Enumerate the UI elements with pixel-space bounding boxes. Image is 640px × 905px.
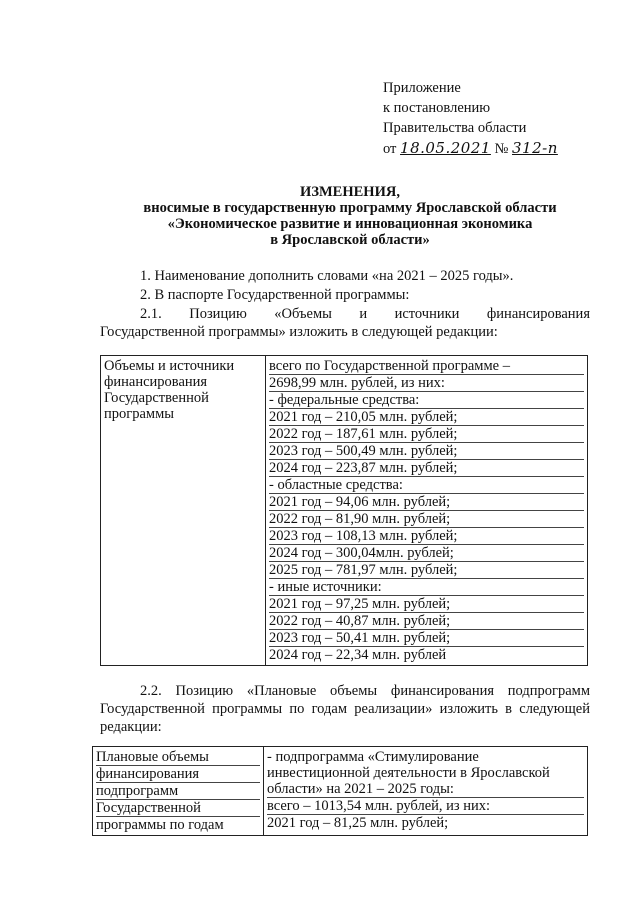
table2-row: инвестиционной деятельности в Ярославской (267, 765, 550, 781)
table1-left-cell (101, 356, 266, 666)
table1-row: 2021 год – 210,05 млн. рублей; (269, 409, 584, 426)
table1-row: 2022 год – 40,87 млн. рублей; (269, 613, 584, 630)
handwritten-number: 312-п (512, 139, 558, 157)
table2-row: 2021 год – 81,25 млн. рублей; (267, 814, 584, 831)
title-line-4: в Ярославской области» (270, 232, 430, 248)
item-2-2-line-2: Государственной программы по годам реализации» изложить в следующей (100, 701, 590, 717)
table1-row: 2022 год – 187,61 млн. рублей; (269, 426, 584, 443)
handwritten-date: 18.05.2021 (400, 139, 491, 157)
table2-left-line: Государственной (96, 800, 260, 817)
table1-row: всего по Государственной программе – (269, 358, 584, 375)
table2-right-cell (264, 747, 588, 836)
table2-left-line: программы по годам (96, 817, 224, 833)
table1-row: 2024 год – 223,87 млн. рублей; (269, 460, 584, 477)
document-title (60, 184, 640, 248)
table2-left-line: Плановые объемы (96, 749, 260, 766)
table1-row: 2023 год – 500,49 млн. рублей; (269, 443, 584, 460)
item-2-1-line-2: Государственной программы» изложить в следующей редакции: (100, 324, 498, 340)
table1-row: - областные средства: (269, 477, 584, 494)
table1-row: 2023 год – 50,41 млн. рублей; (269, 630, 584, 647)
table1-row: 2023 год – 108,13 млн. рублей; (269, 528, 584, 545)
table1-left-line: программы (104, 406, 174, 422)
item-1: 1. Наименование дополнить словами «на 2021 – 2025 годы». (140, 268, 514, 284)
title-line-2: вносимые в государственную программу Ярославской области (143, 200, 557, 216)
table1-row: 2024 год – 300,04млн. рублей; (269, 545, 584, 562)
table1-row: 2022 год – 81,90 млн. рублей; (269, 511, 584, 528)
item-2-2-line-3: редакции: (100, 719, 162, 735)
table1-row: 2698,99 млн. рублей, из них: (269, 375, 584, 392)
appendix-line-1: Приложение (383, 80, 461, 96)
appendix-block (383, 78, 558, 159)
table-subprogram-volumes (92, 746, 588, 836)
table1-right-cell (266, 356, 588, 666)
table1-left-line: финансирования (104, 374, 208, 390)
table2-row: области» на 2021 – 2025 годы: (267, 781, 454, 797)
from-label: от (383, 141, 397, 157)
table1-left-line: Государственной (104, 390, 209, 406)
table1-row: - иные источники: (269, 579, 584, 596)
table1-row: 2025 год – 781,97 млн. рублей; (269, 562, 584, 579)
appendix-line-2: к постановлению (383, 100, 491, 116)
item-2-2-line-1: 2.2. Позицию «Плановые объемы финансирования подпрограмм (140, 683, 590, 699)
table1-row: 2021 год – 97,25 млн. рублей; (269, 596, 584, 613)
table2-left-line: подпрограмм (96, 783, 260, 800)
title-line-3: «Экономическое развитие и инновационная экономика (167, 216, 533, 232)
table1-row: 2024 год – 22,34 млн. рублей (269, 647, 447, 663)
table1-row: - федеральные средства: (269, 392, 584, 409)
table2-left-cell (93, 747, 264, 836)
table-financing-sources (100, 355, 588, 666)
appendix-line-3: Правительства области (383, 120, 527, 136)
title-line-1: ИЗМЕНЕНИЯ, (300, 184, 400, 200)
item-2: 2. В паспорте Государственной программы: (140, 287, 410, 303)
number-label: № (494, 141, 509, 157)
table2-left-line: финансирования (96, 766, 260, 783)
table2-row: всего – 1013,54 млн. рублей, из них: (267, 797, 584, 814)
item-2-1-line-1: 2.1. Позицию «Объемы и источники финансирования (140, 306, 590, 322)
table1-row: 2021 год – 94,06 млн. рублей; (269, 494, 584, 511)
table1-left-line: Объемы и источники (104, 358, 235, 374)
appendix-line-date (383, 138, 558, 159)
table2-row: - подпрограмма «Стимулирование (267, 749, 479, 765)
